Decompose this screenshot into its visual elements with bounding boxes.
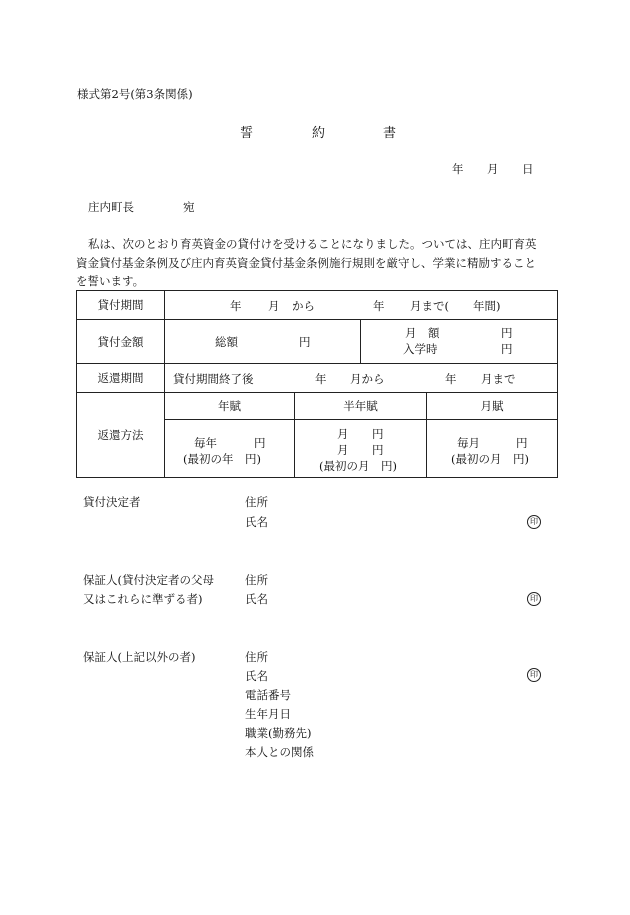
- seal-icon: 印: [527, 668, 541, 682]
- header-annual: 年賦: [165, 393, 295, 420]
- monthly-first: (最初の月 円): [451, 452, 529, 466]
- guarantor2-name-label: 氏名: [245, 669, 268, 683]
- label-repay-period: 返還期間: [77, 364, 165, 393]
- date-month: 月: [487, 162, 499, 176]
- guarantor1-name-label: 氏名: [245, 592, 268, 606]
- semiannual-yen2: 円: [372, 443, 384, 457]
- loan-table: [76, 290, 558, 478]
- borrower-name-label: 氏名: [245, 515, 268, 529]
- label-repay-method: 返還方法: [77, 393, 165, 478]
- guarantor1-label-line1: 保証人(貸付決定者の父母: [83, 573, 214, 587]
- loan-total-label: 総額: [215, 335, 238, 349]
- body-line-2: 資金貸付基金条例及び庄内育英資金貸付基金条例施行規則を厳守し、学業に精励すること: [76, 256, 536, 270]
- header-semiannual: 半年賦: [295, 393, 427, 420]
- row-repay-method-header: [77, 393, 558, 420]
- loan-monthly-cell: [361, 320, 558, 364]
- loan-period-years: 年間): [473, 299, 501, 313]
- semiannual-month1: 月: [337, 427, 349, 441]
- annual-every-year: 毎年: [194, 436, 217, 450]
- borrower-label: 貸付決定者: [83, 495, 141, 509]
- header-monthly: 月賦: [427, 393, 558, 420]
- annual-cell: [165, 420, 295, 478]
- addressee-suffix: 宛: [183, 200, 195, 214]
- seal-icon: 印: [527, 592, 541, 606]
- monthly-cell: [427, 420, 558, 478]
- loan-total-cell: [165, 320, 361, 364]
- semiannual-cell: [295, 420, 427, 478]
- guarantor2-occupation-label: 職業(勤務先): [245, 726, 312, 740]
- body-line-1: 私は、次のとおり育英資金の貸付けを受けることになりました。ついては、庄内町育英: [88, 237, 537, 251]
- repay-period-year2: 年: [445, 372, 457, 386]
- addressee-name: 庄内町長: [88, 200, 134, 214]
- seal-icon: 印: [527, 515, 541, 529]
- title-char-2: 約: [312, 126, 326, 141]
- loan-period-from: から: [292, 299, 315, 313]
- body-line-3: を誓います。: [76, 274, 145, 288]
- annual-yen: 円: [254, 436, 266, 450]
- guarantor2-relation-label: 本人との関係: [245, 745, 314, 759]
- loan-total-yen: 円: [299, 335, 311, 349]
- row-loan-amount: [77, 320, 558, 364]
- loan-monthly-label: 月 額: [405, 326, 440, 340]
- guarantor2-address-label: 住所: [245, 650, 268, 664]
- repay-period-cell: [165, 364, 558, 393]
- guarantor2-birthdate-label: 生年月日: [245, 707, 291, 721]
- loan-period-month1: 月: [268, 299, 280, 313]
- guarantor1-label-line2: 又はこれらに準ずる者): [83, 592, 203, 606]
- monthly-yen: 円: [516, 436, 528, 450]
- semiannual-first: (最初の月 円): [319, 459, 397, 473]
- repay-period-until: 月まで: [481, 372, 516, 386]
- label-loan-period: 貸付期間: [77, 291, 165, 320]
- loan-admission-label: 入学時: [403, 342, 438, 356]
- loan-period-until: 月まで(: [410, 299, 449, 313]
- date-year: 年: [452, 162, 464, 176]
- title-char-3: 書: [383, 126, 397, 141]
- loan-monthly-yen: 円: [501, 326, 513, 340]
- repay-period-year1: 年: [315, 372, 327, 386]
- repay-period-from: 月から: [350, 372, 385, 386]
- label-loan-amount: 貸付金額: [77, 320, 165, 364]
- date-day: 日: [522, 162, 534, 176]
- semiannual-month2: 月: [337, 443, 349, 457]
- semiannual-yen1: 円: [372, 427, 384, 441]
- loan-period-year1: 年: [230, 299, 242, 313]
- borrower-address-label: 住所: [245, 495, 268, 509]
- loan-period-cell: [165, 291, 558, 320]
- loan-period-year2: 年: [373, 299, 385, 313]
- loan-admission-yen: 円: [501, 342, 513, 356]
- repay-period-text: 貸付期間終了後: [173, 372, 254, 386]
- guarantor2-label: 保証人(上記以外の者): [83, 650, 196, 664]
- form-number: 様式第2号(第3条関係): [77, 87, 193, 101]
- row-repay-period: [77, 364, 558, 393]
- title-char-1: 誓: [240, 126, 254, 141]
- guarantor2-phone-label: 電話番号: [245, 688, 291, 702]
- row-loan-period: [77, 291, 558, 320]
- guarantor1-address-label: 住所: [245, 573, 268, 587]
- annual-first: (最初の年 円): [183, 452, 261, 466]
- monthly-every-month: 毎月: [457, 436, 480, 450]
